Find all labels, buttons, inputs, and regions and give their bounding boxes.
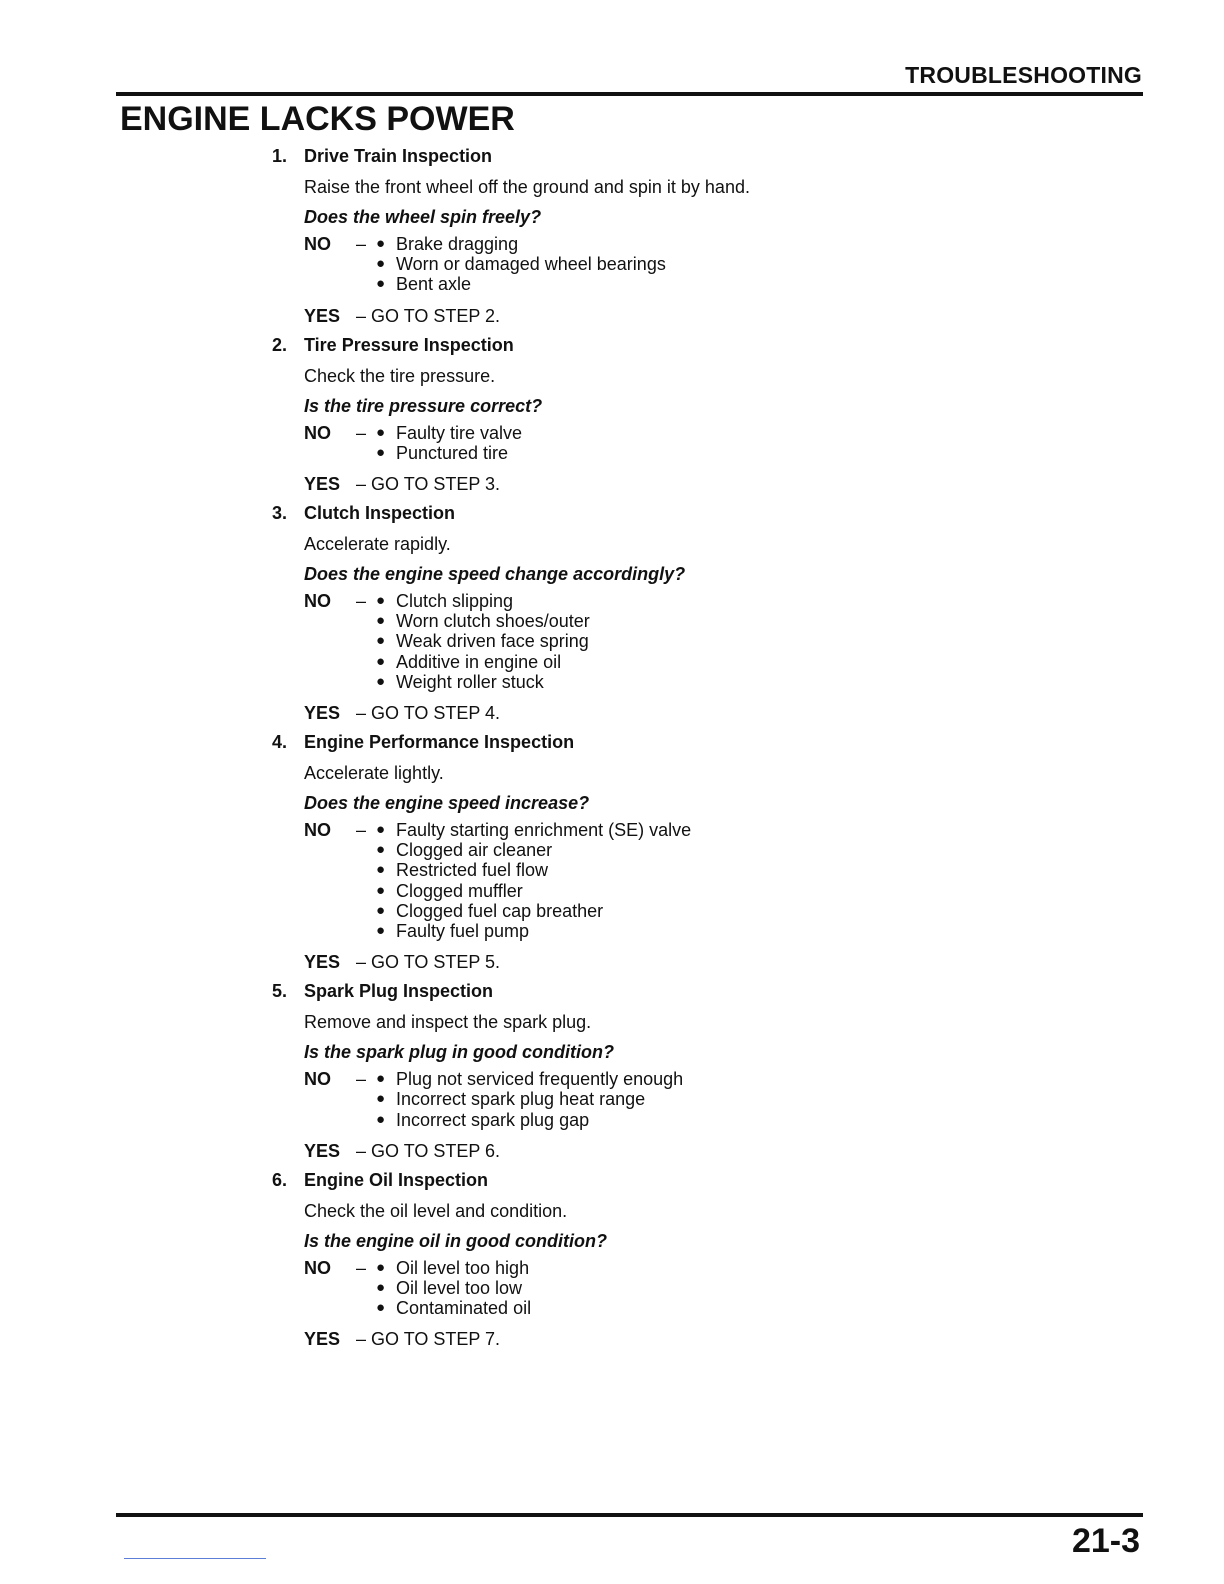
step-question: Does the engine speed increase? (304, 793, 590, 814)
step-instruction: Raise the front wheel off the ground and spin it by hand. (304, 177, 750, 197)
step-number: 6. (272, 1169, 288, 1190)
yes-label: YES (304, 1329, 341, 1350)
step-heading (272, 1166, 1032, 1194)
bullet-icon: ● (376, 1070, 386, 1088)
dash: – (356, 1069, 367, 1090)
step-body (304, 172, 1032, 331)
step-number: 3. (272, 503, 288, 524)
cause-item (376, 423, 522, 443)
step-heading (272, 331, 1032, 359)
bullet-icon: ● (376, 821, 386, 839)
bullet-icon: ● (376, 612, 386, 630)
step-title: Engine Oil Inspection (304, 1169, 489, 1190)
yes-answer-row (304, 1324, 1032, 1354)
bullet-icon: ● (376, 861, 386, 879)
cause-item (376, 1278, 531, 1298)
no-label: NO (304, 591, 331, 612)
yes-label: YES (304, 474, 341, 495)
no-label: NO (304, 1069, 331, 1090)
cause-text: Restricted fuel flow (396, 860, 549, 881)
cause-list (376, 1069, 683, 1130)
troubleshooting-step (272, 728, 1032, 977)
step-title: Clutch Inspection (304, 503, 456, 524)
yes-action: – GO TO STEP 4. (356, 703, 501, 724)
step-body (304, 758, 1032, 977)
step-heading (272, 142, 1032, 170)
yes-answer-row (304, 301, 1032, 331)
dash: – (356, 820, 367, 841)
yes-action: – GO TO STEP 3. (356, 474, 501, 495)
cause-text: Clogged muffler (396, 880, 523, 901)
cause-text: Worn clutch shoes/outer (396, 611, 590, 632)
cause-item (376, 591, 590, 611)
bullet-icon: ● (376, 1258, 386, 1276)
cause-text: Incorrect spark plug heat range (396, 1089, 646, 1110)
step-instruction: Check the oil level and condition. (304, 1200, 568, 1221)
bullet-icon: ● (376, 592, 386, 610)
no-label: NO (304, 234, 331, 254)
bullet-icon: ● (376, 255, 386, 273)
cause-text: Contaminated oil (396, 1298, 532, 1319)
cause-list (376, 234, 666, 295)
troubleshooting-steps (272, 142, 1032, 1354)
yes-answer-row (304, 947, 1032, 977)
cause-text: Weak driven face spring (396, 631, 589, 652)
bullet-icon: ● (376, 672, 386, 690)
cause-list (376, 820, 691, 941)
bullet-icon: ● (376, 1090, 386, 1108)
cause-item (376, 652, 590, 672)
yes-action: – GO TO STEP 7. (356, 1329, 501, 1350)
cause-item (376, 840, 691, 860)
cause-text: Oil level too high (396, 1257, 530, 1278)
step-heading (272, 977, 1032, 1005)
section-header: TROUBLESHOOTING (905, 62, 1142, 88)
step-body (304, 361, 1032, 499)
step-title: Drive Train Inspection (304, 146, 493, 166)
bullet-icon: ● (376, 881, 386, 899)
cause-text: Bent axle (396, 274, 472, 295)
cause-item (376, 881, 691, 901)
no-answer-row (304, 591, 1032, 692)
no-label: NO (304, 820, 331, 841)
cause-text: Clutch slipping (396, 591, 514, 612)
cause-item (376, 672, 590, 692)
step-question: Is the spark plug in good condition? (304, 1042, 614, 1063)
cause-text: Clogged fuel cap breather (396, 900, 604, 921)
page-title: ENGINE LACKS POWER (120, 100, 515, 138)
cause-item (376, 1069, 683, 1089)
troubleshooting-step (272, 1166, 1032, 1355)
cause-text: Brake dragging (396, 234, 519, 254)
yes-answer-row (304, 469, 1032, 499)
step-instruction: Accelerate lightly. (304, 763, 444, 784)
bullet-icon: ● (376, 922, 386, 940)
bullet-icon: ● (376, 275, 386, 293)
cause-item (376, 1298, 531, 1318)
yes-label: YES (304, 952, 341, 973)
bullet-icon: ● (376, 1279, 386, 1297)
cause-list (376, 423, 522, 463)
step-question: Does the engine speed change accordingly? (304, 564, 686, 585)
cause-item (376, 1089, 683, 1109)
troubleshooting-step (272, 331, 1032, 499)
cause-text: Oil level too low (396, 1278, 523, 1299)
header-divider (116, 92, 1143, 96)
cause-text: Worn or damaged wheel bearings (396, 254, 666, 275)
cause-text: Punctured tire (396, 442, 509, 463)
yes-action: – GO TO STEP 5. (356, 952, 501, 973)
cause-text: Faulty starting enrichment (SE) valve (396, 820, 692, 841)
bullet-icon: ● (376, 632, 386, 650)
cause-text: Weight roller stuck (396, 671, 544, 692)
no-answer-row (304, 234, 1032, 295)
cause-item (376, 254, 666, 274)
step-number: 4. (272, 732, 288, 753)
cause-item (376, 234, 666, 254)
step-body (304, 529, 1032, 728)
troubleshooting-step (272, 977, 1032, 1166)
bullet-icon: ● (376, 443, 386, 461)
step-body (304, 1007, 1032, 1166)
cause-item (376, 611, 590, 631)
dash: – (356, 234, 367, 254)
bullet-icon: ● (376, 1110, 386, 1128)
cause-item (376, 901, 691, 921)
dash: – (356, 422, 367, 443)
yes-action: – GO TO STEP 6. (356, 1140, 501, 1161)
cause-text: Faulty fuel pump (396, 921, 530, 942)
yes-label: YES (304, 703, 341, 724)
footer-divider (116, 1513, 1143, 1517)
cause-text: Additive in engine oil (396, 651, 562, 672)
step-question: Is the engine oil in good condition? (304, 1230, 607, 1251)
cause-text: Clogged air cleaner (396, 840, 553, 861)
no-answer-row (304, 423, 1032, 463)
step-title: Tire Pressure Inspection (304, 334, 514, 355)
cause-item (376, 631, 590, 651)
dash: – (356, 1257, 367, 1278)
step-heading (272, 499, 1032, 527)
cause-text: Plug not serviced frequently enough (396, 1069, 684, 1090)
no-label: NO (304, 1257, 331, 1278)
yes-action: – GO TO STEP 2. (356, 305, 501, 326)
page-number: 21-3 (1071, 1522, 1140, 1560)
no-label: NO (304, 422, 331, 443)
step-title: Spark Plug Inspection (304, 981, 494, 1002)
step-instruction: Check the tire pressure. (304, 365, 496, 386)
no-answer-row (304, 1069, 1032, 1130)
cause-text: Incorrect spark plug gap (396, 1109, 590, 1130)
dash: – (356, 591, 367, 612)
cause-item (376, 1110, 683, 1130)
no-answer-row (304, 820, 1032, 941)
step-number: 2. (272, 334, 288, 355)
bullet-icon: ● (376, 841, 386, 859)
step-body (304, 1196, 1032, 1355)
cause-item (376, 820, 691, 840)
troubleshooting-step (272, 142, 1032, 331)
yes-answer-row (304, 1136, 1032, 1166)
cause-item (376, 860, 691, 880)
bullet-icon: ● (376, 423, 386, 441)
bullet-icon: ● (376, 652, 386, 670)
troubleshooting-step (272, 499, 1032, 728)
yes-label: YES (304, 305, 341, 326)
cause-list (376, 1258, 531, 1319)
no-answer-row (304, 1258, 1032, 1319)
bullet-icon: ● (376, 901, 386, 919)
step-number: 5. (272, 981, 288, 1002)
yes-answer-row (304, 698, 1032, 728)
cause-list (376, 591, 590, 692)
cause-item (376, 1258, 531, 1278)
bullet-icon: ● (376, 235, 386, 252)
cause-item (376, 443, 522, 463)
step-number: 1. (272, 146, 288, 166)
footer-link-underline (124, 1558, 266, 1559)
step-title: Engine Performance Inspection (304, 732, 575, 753)
yes-label: YES (304, 1140, 341, 1161)
step-heading (272, 728, 1032, 756)
cause-item (376, 274, 666, 294)
cause-item (376, 921, 691, 941)
step-question: Does the wheel spin freely? (304, 207, 542, 227)
cause-text: Faulty tire valve (396, 422, 523, 443)
step-instruction: Remove and inspect the spark plug. (304, 1012, 592, 1033)
step-question: Is the tire pressure correct? (304, 395, 543, 416)
step-instruction: Accelerate rapidly. (304, 534, 451, 555)
bullet-icon: ● (376, 1299, 386, 1317)
